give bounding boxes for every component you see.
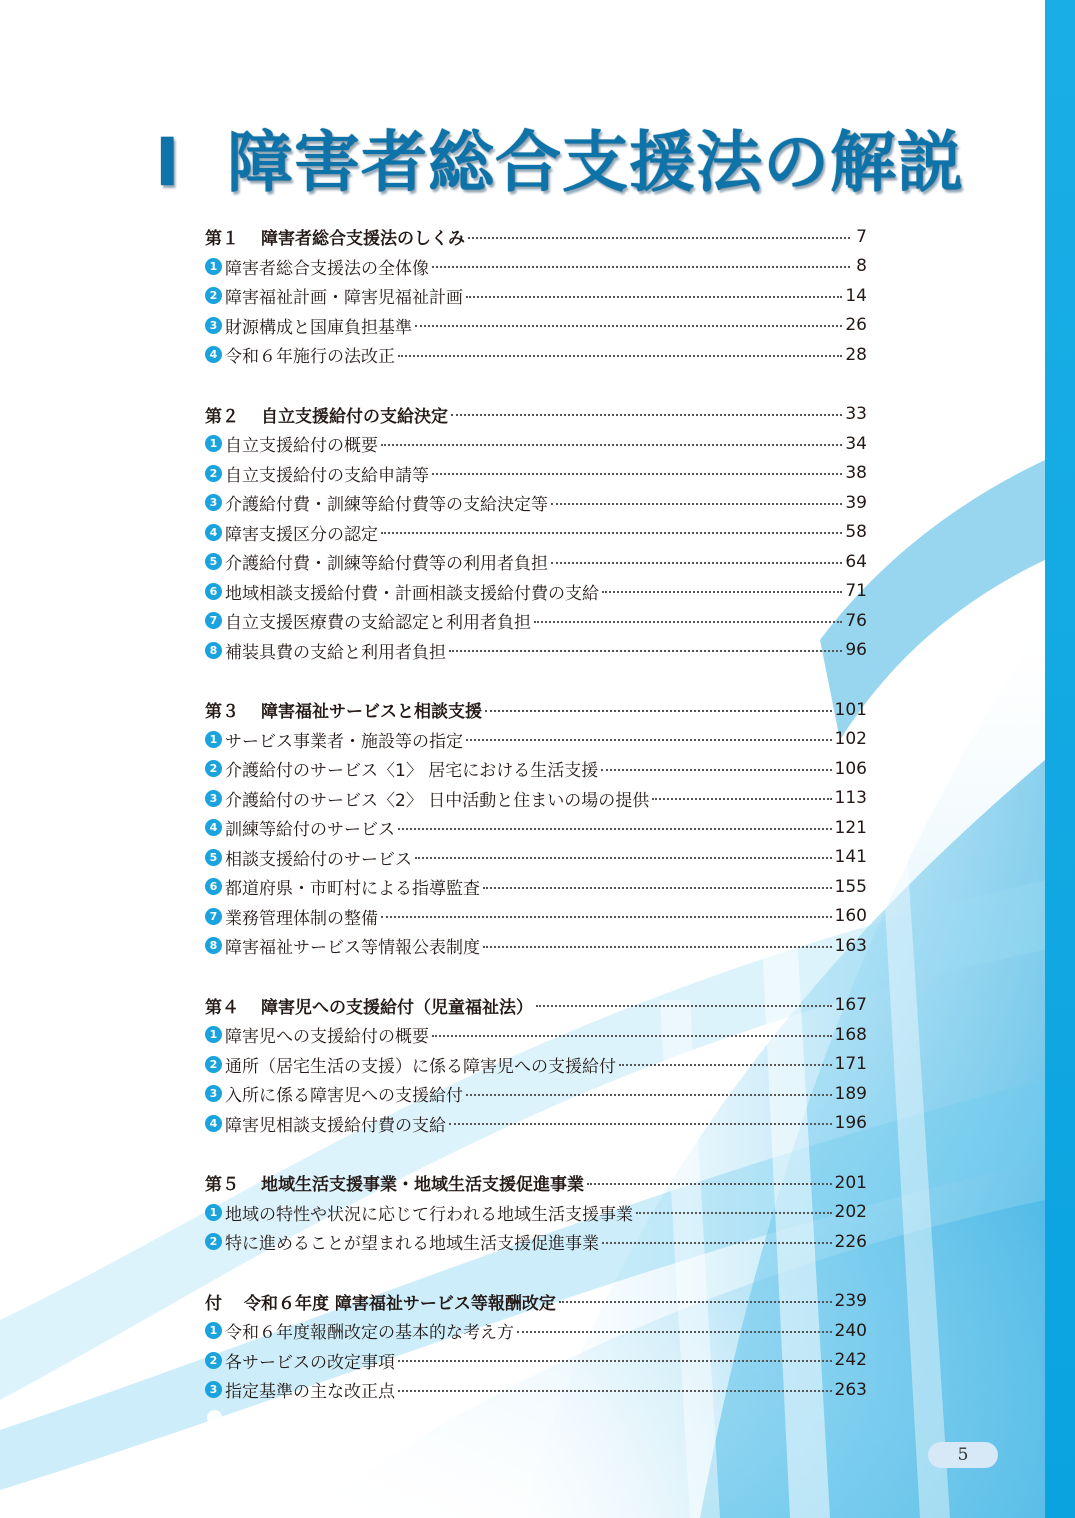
circled-number-icon: 4: [205, 346, 222, 363]
dot-leader: [381, 444, 842, 446]
circled-number-icon: 1: [205, 1026, 222, 1043]
dot-leader: [381, 532, 842, 534]
toc-item[interactable]: [205, 843, 867, 873]
circled-number-icon: 4: [205, 524, 222, 541]
dot-leader: [601, 769, 831, 771]
circled-number-icon: 1: [205, 258, 222, 275]
toc-item[interactable]: [205, 813, 867, 843]
dot-leader: [468, 237, 850, 239]
dot-leader: [466, 296, 842, 298]
dot-leader: [551, 562, 842, 564]
dot-leader: [619, 1064, 832, 1066]
dot-leader: [398, 1390, 832, 1392]
circled-number-icon: 2: [205, 1352, 222, 1369]
toc-item[interactable]: [205, 340, 867, 370]
dot-leader: [432, 473, 842, 475]
section-prefix: 付: [205, 1293, 222, 1314]
toc-item[interactable]: [205, 606, 867, 636]
section-label: [205, 697, 482, 722]
circled-number-icon: 3: [205, 494, 222, 511]
side-color-bar: [1045, 0, 1075, 1518]
item-page: 189: [834, 1083, 867, 1104]
section-page: 201: [834, 1172, 867, 1193]
toc-item[interactable]: [205, 784, 867, 814]
circled-number-icon: 4: [205, 1115, 222, 1132]
toc-item[interactable]: [205, 725, 867, 755]
section-label: [205, 1289, 556, 1314]
dot-leader: [432, 266, 850, 268]
toc-item[interactable]: [205, 1227, 867, 1257]
item-title: 補装具費の支給と利用者負担: [225, 642, 446, 663]
circled-number-icon: 1: [205, 1204, 222, 1221]
toc-item[interactable]: [205, 636, 867, 666]
item-page: 14: [845, 285, 867, 306]
item-page: 102: [834, 729, 867, 750]
item-title: 障害児相談支援給付費の支給: [225, 1115, 446, 1136]
dot-leader: [449, 1123, 832, 1125]
circled-number-icon: 1: [205, 1322, 222, 1339]
dot-leader: [398, 828, 832, 830]
item-page: 34: [845, 433, 867, 454]
circled-number-icon: 8: [205, 642, 222, 659]
item-page: 113: [834, 788, 867, 809]
section-title: 障害福祉サービスと相談支援: [261, 702, 482, 723]
dot-leader: [636, 1212, 832, 1214]
dot-leader: [432, 1035, 832, 1037]
toc-item[interactable]: [205, 754, 867, 784]
item-page: 263: [834, 1379, 867, 1400]
dot-leader: [602, 591, 842, 593]
item-title: 障害福祉サービス等情報公表制度: [225, 938, 480, 959]
toc-section-heading[interactable]: [205, 1168, 867, 1198]
item-title: 障害者総合支援法の全体像: [225, 258, 429, 279]
toc-item[interactable]: [205, 1346, 867, 1376]
toc-item[interactable]: [205, 872, 867, 902]
toc-section: [205, 695, 867, 961]
item-title: サービス事業者・施設等の指定: [225, 731, 463, 752]
section-prefix: 第２: [205, 406, 239, 427]
circled-number-icon: 1: [205, 435, 222, 452]
toc-item[interactable]: [205, 518, 867, 548]
toc-section: [205, 222, 867, 370]
item-page: 171: [834, 1054, 867, 1075]
item-page: 141: [834, 847, 867, 868]
circled-number-icon: 2: [205, 287, 222, 304]
item-page: 240: [834, 1320, 867, 1341]
item-title: 障害福祉計画・障害児福祉計画: [225, 288, 463, 309]
item-title: 自立支援給付の概要: [225, 436, 378, 457]
circled-number-icon: 7: [205, 908, 222, 925]
toc-item[interactable]: [205, 931, 867, 961]
chapter-numeral: I: [155, 124, 181, 201]
toc-section-heading[interactable]: [205, 991, 867, 1021]
toc-section: [205, 400, 867, 666]
dot-leader: [381, 916, 832, 918]
toc-section-heading[interactable]: [205, 695, 867, 725]
circled-number-icon: 5: [205, 849, 222, 866]
dot-leader: [517, 1331, 832, 1333]
item-title: 都道府県・市町村による指導監査: [225, 879, 480, 900]
item-page: 28: [845, 344, 867, 365]
item-page: 226: [834, 1231, 867, 1252]
item-page: 106: [834, 758, 867, 779]
item-page: 196: [834, 1113, 867, 1134]
section-label: [205, 224, 465, 249]
circled-number-icon: 2: [205, 760, 222, 777]
toc-section: [205, 1287, 867, 1405]
item-page: 26: [845, 315, 867, 336]
item-title: 自立支援医療費の支給認定と利用者負担: [225, 613, 531, 634]
item-title: 障害児への支援給付の概要: [225, 1027, 429, 1048]
toc-section-heading[interactable]: [205, 400, 867, 430]
circled-number-icon: 3: [205, 790, 222, 807]
dot-leader: [652, 798, 831, 800]
dot-leader: [485, 710, 832, 712]
dot-leader: [466, 739, 832, 741]
item-title: 入所に係る障害児への支援給付: [225, 1086, 463, 1107]
toc-item[interactable]: [205, 1050, 867, 1080]
item-page: 242: [834, 1350, 867, 1371]
section-title: 令和６年度 障害福祉サービス等報酬改定: [244, 1293, 556, 1314]
toc-item[interactable]: [205, 252, 867, 282]
section-page: 167: [834, 995, 867, 1016]
circled-number-icon: 3: [205, 1085, 222, 1102]
dot-leader: [602, 1242, 832, 1244]
item-title: 財源構成と国庫負担基準: [225, 317, 412, 338]
section-prefix: 第３: [205, 702, 239, 723]
toc-section: [205, 991, 867, 1139]
toc-section: [205, 1168, 867, 1257]
item-title: 地域相談支援給付費・計画相談支援給付費の支給: [225, 583, 599, 604]
item-page: 64: [845, 551, 867, 572]
section-title: 自立支援給付の支給決定: [261, 406, 448, 427]
item-page: 58: [845, 522, 867, 543]
section-prefix: 第４: [205, 997, 239, 1018]
circled-number-icon: 6: [205, 878, 222, 895]
toc-item[interactable]: [205, 902, 867, 932]
dot-leader: [398, 1360, 832, 1362]
decorative-dot: [207, 1410, 222, 1425]
table-of-contents: [205, 222, 867, 1435]
toc-item[interactable]: [205, 1198, 867, 1228]
section-page: 7: [856, 226, 867, 247]
dot-leader: [451, 414, 842, 416]
section-page: 101: [834, 699, 867, 720]
item-title: 業務管理体制の整備: [225, 908, 378, 929]
dot-leader: [415, 857, 832, 859]
item-page: 71: [845, 581, 867, 602]
chapter-title-text: 障害者総合支援法の解説: [227, 124, 964, 201]
circled-number-icon: 1: [205, 731, 222, 748]
item-title: 地域の特性や状況に応じて行われる地域生活支援事業: [225, 1204, 633, 1225]
item-page: 38: [845, 463, 867, 484]
item-title: 指定基準の主な改正点: [225, 1382, 395, 1403]
item-page: 76: [845, 610, 867, 631]
section-title: 障害者総合支援法のしくみ: [261, 229, 465, 250]
section-prefix: 第５: [205, 1175, 239, 1196]
section-title: 地域生活支援事業・地域生活支援促進事業: [261, 1175, 584, 1196]
dot-leader: [398, 355, 842, 357]
section-label: [205, 402, 448, 427]
toc-item[interactable]: [205, 488, 867, 518]
toc-section-heading[interactable]: [205, 222, 867, 252]
toc-item[interactable]: [205, 1020, 867, 1050]
dot-leader: [449, 650, 842, 652]
circled-number-icon: 3: [205, 1381, 222, 1398]
item-title: 介護給付費・訓練等給付費等の支給決定等: [225, 495, 548, 516]
item-title: 介護給付費・訓練等給付費等の利用者負担: [225, 554, 548, 575]
item-page: 155: [834, 876, 867, 897]
section-page: 33: [845, 404, 867, 425]
item-page: 202: [834, 1202, 867, 1223]
section-label: [205, 1170, 584, 1195]
item-page: 163: [834, 935, 867, 956]
section-label: [205, 993, 533, 1018]
toc-item[interactable]: [205, 1316, 867, 1346]
item-title: 介護給付のサービス〈2〉 日中活動と住まいの場の提供: [225, 790, 650, 811]
page-number: 5: [928, 1442, 998, 1468]
item-title: 相談支援給付のサービス: [225, 849, 412, 870]
item-title: 令和６年度報酬改定の基本的な考え方: [225, 1323, 514, 1344]
circled-number-icon: 7: [205, 612, 222, 629]
toc-item[interactable]: [205, 577, 867, 607]
item-page: 121: [834, 817, 867, 838]
toc-item[interactable]: [205, 311, 867, 341]
item-title: 通所（居宅生活の支援）に係る障害児への支援給付: [225, 1056, 616, 1077]
dot-leader: [534, 621, 842, 623]
circled-number-icon: 4: [205, 819, 222, 836]
section-title: 障害児への支援給付（児童福祉法）: [261, 997, 533, 1018]
item-title: 令和６年施行の法改正: [225, 347, 395, 368]
section-page: 239: [834, 1291, 867, 1312]
circled-number-icon: 3: [205, 317, 222, 334]
dot-leader: [559, 1301, 832, 1303]
item-title: 障害支援区分の認定: [225, 524, 378, 545]
item-title: 自立支援給付の支給申請等: [225, 465, 429, 486]
item-title: 訓練等給付のサービス: [225, 820, 395, 841]
dot-leader: [483, 946, 832, 948]
item-page: 39: [845, 492, 867, 513]
item-title: 介護給付のサービス〈1〉 居宅における生活支援: [225, 761, 599, 782]
item-page: 8: [856, 256, 867, 277]
toc-item[interactable]: [205, 1109, 867, 1139]
dot-leader: [483, 887, 832, 889]
circled-number-icon: 2: [205, 1056, 222, 1073]
circled-number-icon: 5: [205, 553, 222, 570]
circled-number-icon: 2: [205, 1233, 222, 1250]
toc-item[interactable]: [205, 547, 867, 577]
circled-number-icon: 6: [205, 583, 222, 600]
item-title: 各サービスの改定事項: [225, 1352, 395, 1373]
item-page: 160: [834, 906, 867, 927]
chapter-title: [155, 118, 1015, 208]
toc-item[interactable]: [205, 429, 867, 459]
toc-item[interactable]: [205, 1375, 867, 1405]
toc-section-heading[interactable]: [205, 1287, 867, 1317]
item-title: 特に進めることが望まれる地域生活支援促進事業: [225, 1234, 599, 1255]
circled-number-icon: 2: [205, 465, 222, 482]
item-page: 168: [834, 1024, 867, 1045]
circled-number-icon: 8: [205, 937, 222, 954]
toc-item[interactable]: [205, 281, 867, 311]
item-page: 96: [845, 640, 867, 661]
dot-leader: [551, 503, 842, 505]
toc-item[interactable]: [205, 459, 867, 489]
section-prefix: 第１: [205, 229, 239, 250]
dot-leader: [536, 1005, 832, 1007]
dot-leader: [415, 325, 842, 327]
dot-leader: [466, 1094, 832, 1096]
toc-item[interactable]: [205, 1079, 867, 1109]
dot-leader: [587, 1183, 832, 1185]
